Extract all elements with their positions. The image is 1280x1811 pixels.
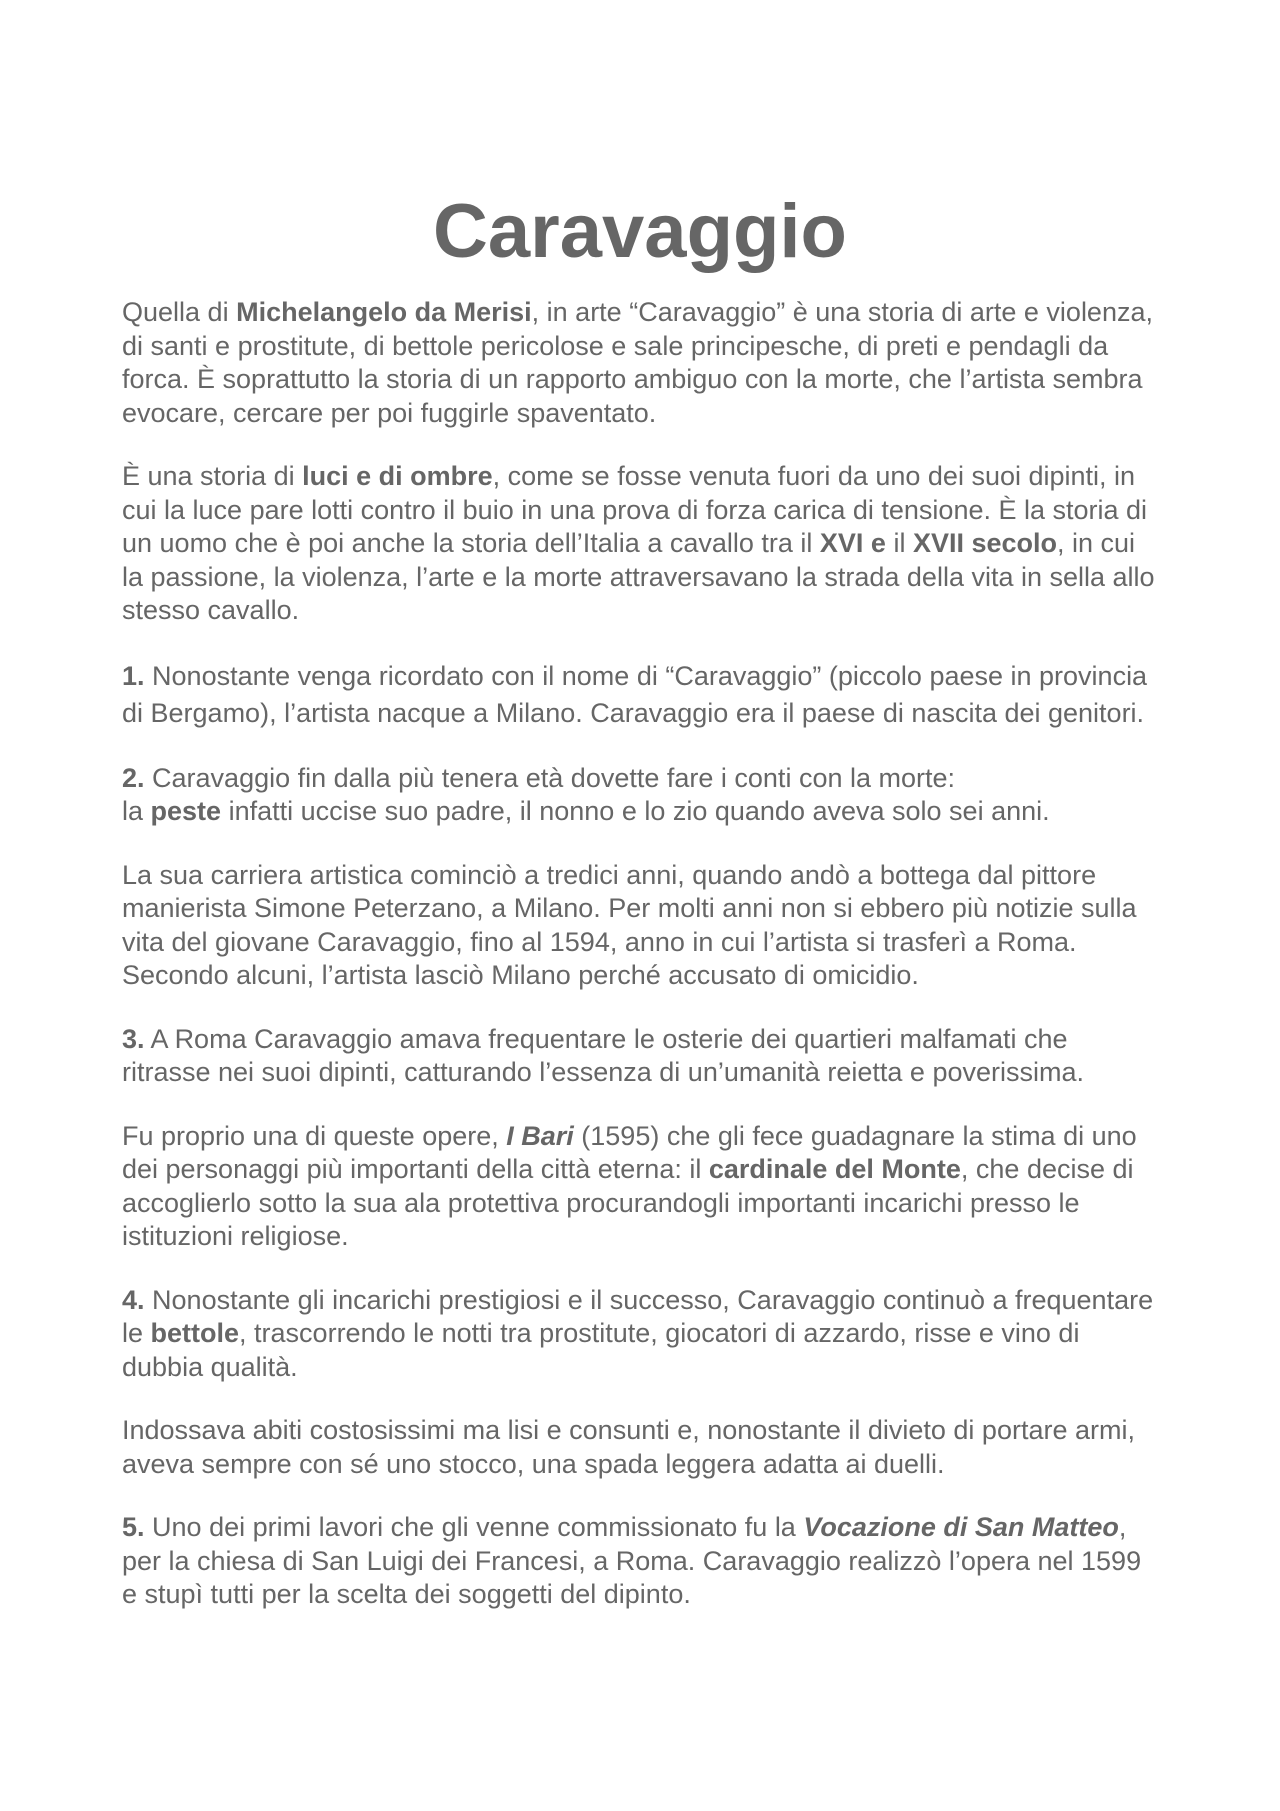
point-number: 1.	[122, 660, 145, 691]
bold-name: Michelangelo da Merisi	[236, 297, 532, 327]
text-run: , che decise di accoglierlo sotto la sua ala protettiva procurandogli importanti incarichi presso le istituzioni religiose.	[122, 1154, 1134, 1251]
text-run: , trascorrendo le notti tra prostitute, giocatori di azzardo, risse e vino di dubbia qualità.	[122, 1318, 1080, 1382]
bold-italic-title: I Bari	[506, 1120, 574, 1151]
text-run: Nonostante gli incarichi prestigiosi e il successo, Caravaggio continuò a frequentare le	[122, 1284, 1154, 1348]
paragraph-point-1	[122, 658, 1158, 732]
text-run: la	[122, 796, 151, 826]
paragraph-clothing	[122, 1414, 1158, 1481]
text-run: Indossava abiti costosissimi ma lisi e consunti e, nonostante il divieto di portare armi, aveva sempre con sé uno stocco, una spada leggera adatta ai duelli.	[122, 1415, 1135, 1479]
paragraph-i-bari	[122, 1120, 1158, 1254]
text-run: Uno dei primi lavori che gli venne commissionato fu la	[144, 1512, 804, 1542]
text-run: Fu proprio una di queste opere,	[122, 1120, 507, 1151]
text-run: , in cui la passione, la violenza, l’arte e la morte attraversavano la strada della vita in sella allo stesso cavallo.	[122, 528, 1155, 625]
text-run: Quella di	[122, 297, 237, 327]
paragraph-intro	[122, 296, 1158, 430]
text-run: (1595) che gli fece guadagnare la stima di uno dei personaggi più importanti della città eterna: il	[122, 1120, 1137, 1184]
point-number: 5.	[122, 1512, 145, 1542]
bold-word: peste	[150, 796, 222, 826]
bold-italic-title: Vocazione di San Matteo	[803, 1512, 1119, 1542]
point-number: 2.	[122, 762, 145, 793]
text-run: Caravaggio fin dalla più tenera età dovette fare i conti con la morte:	[144, 762, 956, 793]
bold-word: bettole	[150, 1318, 240, 1348]
paragraph-point-2	[122, 762, 1158, 829]
text-run: È una storia di	[122, 461, 303, 491]
bold-phrase: luci e di ombre	[302, 461, 493, 491]
text-run: il	[885, 528, 913, 558]
bold-phrase: cardinale del Monte	[708, 1154, 961, 1184]
paragraph-career	[122, 859, 1158, 993]
paragraph-point-4	[122, 1284, 1158, 1385]
page-title: Caravaggio	[433, 189, 847, 274]
text-run: infatti uccise suo padre, il nonno e lo zio quando aveva solo sei anni.	[221, 796, 1050, 826]
text-run: Nonostante venga ricordato con il nome di “Caravaggio” (piccolo paese in provincia di Bergamo), l’artista nacque a Milano. Caravaggio era il paese di nascita dei genitori.	[122, 660, 1148, 728]
text-run: , per la chiesa di San Luigi dei Francesi, a Roma. Caravaggio realizzò l’opera nel 1599 e stupì tutti per la scelta dei soggetti del dipinto.	[122, 1512, 1142, 1609]
bold-century: XVI e	[819, 528, 886, 558]
point-number: 3.	[122, 1023, 145, 1054]
paragraph-point-3	[122, 1023, 1158, 1090]
bold-century: XVII secolo	[912, 528, 1058, 558]
paragraph-point-5	[122, 1511, 1158, 1612]
paragraph-light-shadow	[122, 460, 1158, 628]
point-number: 4.	[122, 1284, 145, 1315]
text-run: La sua carriera artistica cominciò a tredici anni, quando andò a bottega dal pittore manierista Simone Peterzano, a Milano. Per molti anni non si ebbero più notizie sulla vita del giovane Caravaggio, fino al 1594, anno in cui l’artista si trasferì a Roma. Secondo alcuni, l’artista lasciò Milano perché accusato di omicidio.	[122, 859, 1137, 990]
text-run: A Roma Caravaggio amava frequentare le osterie dei quartieri malfamati che ritrasse nei suoi dipinti, catturando l’essenza di un’umanità reietta e poverissima.	[122, 1023, 1084, 1087]
text-run: , come se fosse venuta fuori da uno dei suoi dipinti, in cui la luce pare lotti contro il buio in una prova di forza carica di tensione. È la storia di un uomo che è poi anche la storia dell’Italia a cavallo tra il	[122, 461, 1148, 558]
text-run: , in arte “Caravaggio” è una storia di arte e violenza, di santi e prostitute, di bettole pericolose e sale principesche, di preti e pendagli da forca. È soprattutto la storia di un rapporto ambiguo con la morte, che l’artista sembra evocare, cercare per poi fuggirle spaventato.	[122, 297, 1153, 428]
